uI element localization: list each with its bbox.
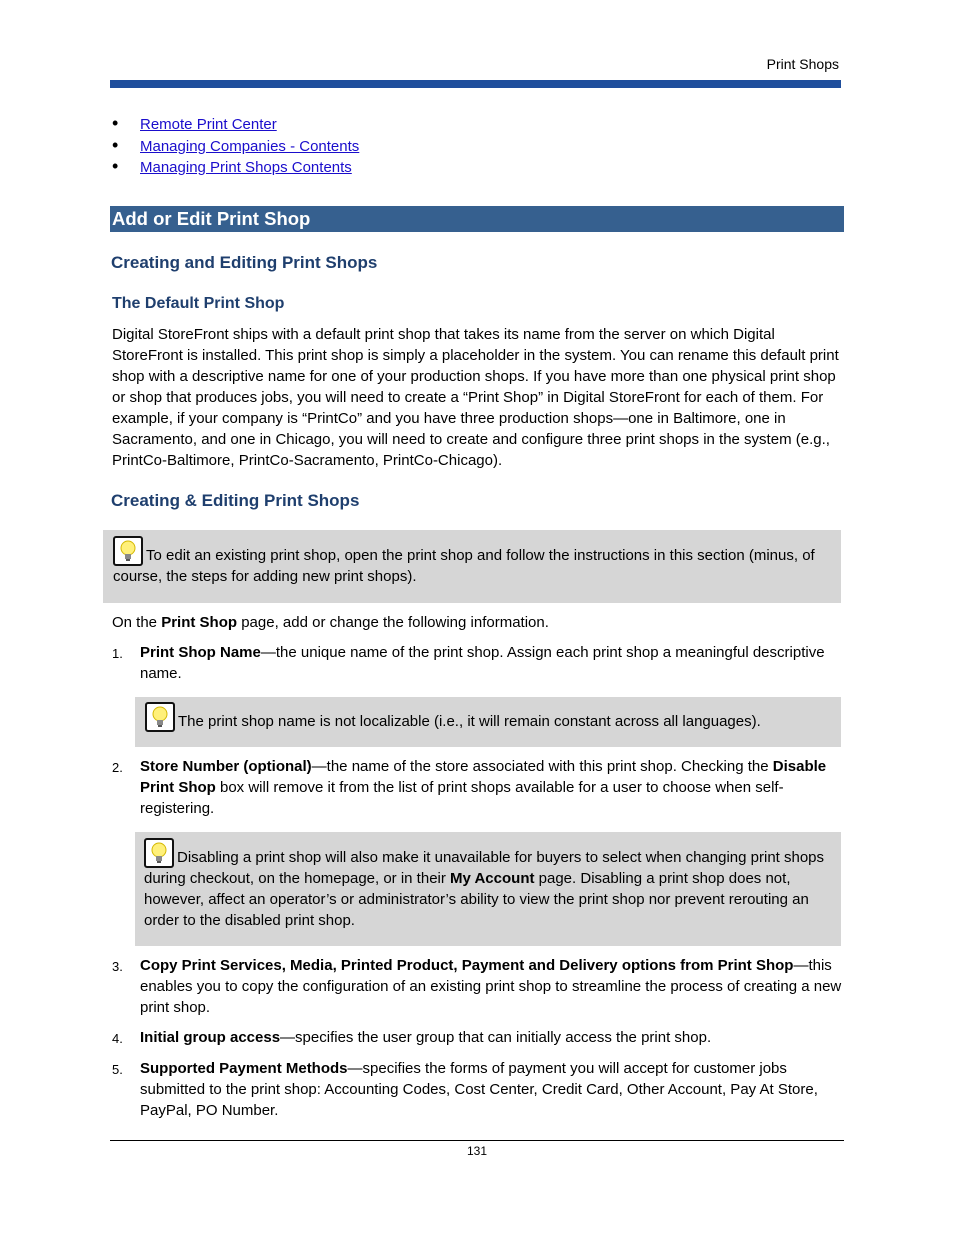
step-1: 1. Print Shop Name—the unique name of the print shop. Assign each print shop a meaningful descriptive name. xyxy=(112,644,825,682)
step-term: Store Number (optional) xyxy=(140,758,312,775)
section-title-bar: Add or Edit Print Shop xyxy=(110,206,844,232)
tip-note-name xyxy=(135,697,841,747)
tip-text: To edit an existing print shop, open the print shop and follow the instructions in this section (minus, of course, the steps for adding new print shops). xyxy=(113,547,815,585)
footer-rule xyxy=(110,1140,844,1141)
step-term: Initial group access xyxy=(140,1029,281,1046)
page-number: 131 xyxy=(466,1144,488,1158)
tip-text: The print shop name is not localizable (i.e., it will remain constant across all languages). xyxy=(178,713,761,730)
tip-note-disable: Disabling a print shop will also make it unavailable for buyers to select when changing print shops during checkout, on the homepage, or in their My Account page. Disabling a print shop does not, however, affect an operator’s or administrator’s ability to view the print shop nor prevent rerouting an order to the disabled print shop. xyxy=(135,832,841,946)
step-term: Print Shop Name xyxy=(140,644,261,661)
step-5: 5. Supported Payment Methods—specifies the forms of payment you will accept for customer jobs submitted to the print shop: Accounting Codes, Cost Center, Credit Card, Other Account, Pay At Store, PayPal, PO Number. xyxy=(112,1060,818,1119)
tip-note-edit xyxy=(103,530,841,603)
list-item xyxy=(110,157,359,179)
step-number: 3. xyxy=(112,959,123,974)
lightbulb-icon xyxy=(144,838,174,868)
link-remote-print-center[interactable]: Remote Print Center xyxy=(140,116,277,133)
list-item xyxy=(110,114,359,136)
step-number: 1. xyxy=(112,646,123,661)
on-page-instruction: On the Print Shop page, add or change the following information. xyxy=(112,614,549,631)
step-number: 2. xyxy=(112,760,123,775)
step-number: 4. xyxy=(112,1031,123,1046)
heading-creating-editing: Creating and Editing Print Shops xyxy=(111,253,378,272)
step-term: Copy Print Services, Media, Printed Product, Payment and Delivery options from Print Shop xyxy=(140,957,794,974)
intro-paragraph: Digital StoreFront ships with a default print shop that takes its name from the server on which Digital StoreFront is installed. This print shop is simply a placeholder in the system. You can rename this default print shop with a descriptive name for one of your production shops. If you have more than one physical print shop or shop that produces jobs, you will need to create a “Print Shop” in Digital StoreFront for each of them. For example, if your company is “PrintCo” and you have three production shops—one in Baltimore, one in Sacramento, and one in Chicago, you will need to create and configure three print shops in the system (e.g., PrintCo-Baltimore, PrintCo-Sacramento, PrintCo-Chicago). xyxy=(112,326,839,469)
lightbulb-icon xyxy=(113,536,143,566)
link-managing-print-shops[interactable]: Managing Print Shops Contents xyxy=(140,159,352,176)
step-3: 3. Copy Print Services, Media, Printed Product, Payment and Delivery options from Print Shop—this enables you to copy the configuration of an existing print shop to streamline the process of creating a new print shop. xyxy=(112,957,842,1016)
heading-default-print-shop: The Default Print Shop xyxy=(112,295,285,312)
running-header-title: Print Shops xyxy=(766,56,839,72)
step-2: 2. Store Number (optional)—the name of the store associated with this print shop. Checking the Disable Print Shop box will remove it from the list of print shops available for a user to choose when self-registering. xyxy=(112,758,827,817)
step-4: 4. Initial group access—specifies the user group that can initially access the print shop. xyxy=(112,1027,842,1048)
heading-creating-editing-amp: Creating & Editing Print Shops xyxy=(111,491,360,510)
step-term: Supported Payment Methods xyxy=(140,1060,348,1077)
list-item xyxy=(110,136,359,158)
step-number: 5. xyxy=(112,1062,123,1077)
related-links-list xyxy=(110,114,359,179)
lightbulb-icon xyxy=(145,702,175,732)
header-rule xyxy=(110,80,841,88)
link-managing-companies[interactable]: Managing Companies - Contents xyxy=(140,137,360,155)
